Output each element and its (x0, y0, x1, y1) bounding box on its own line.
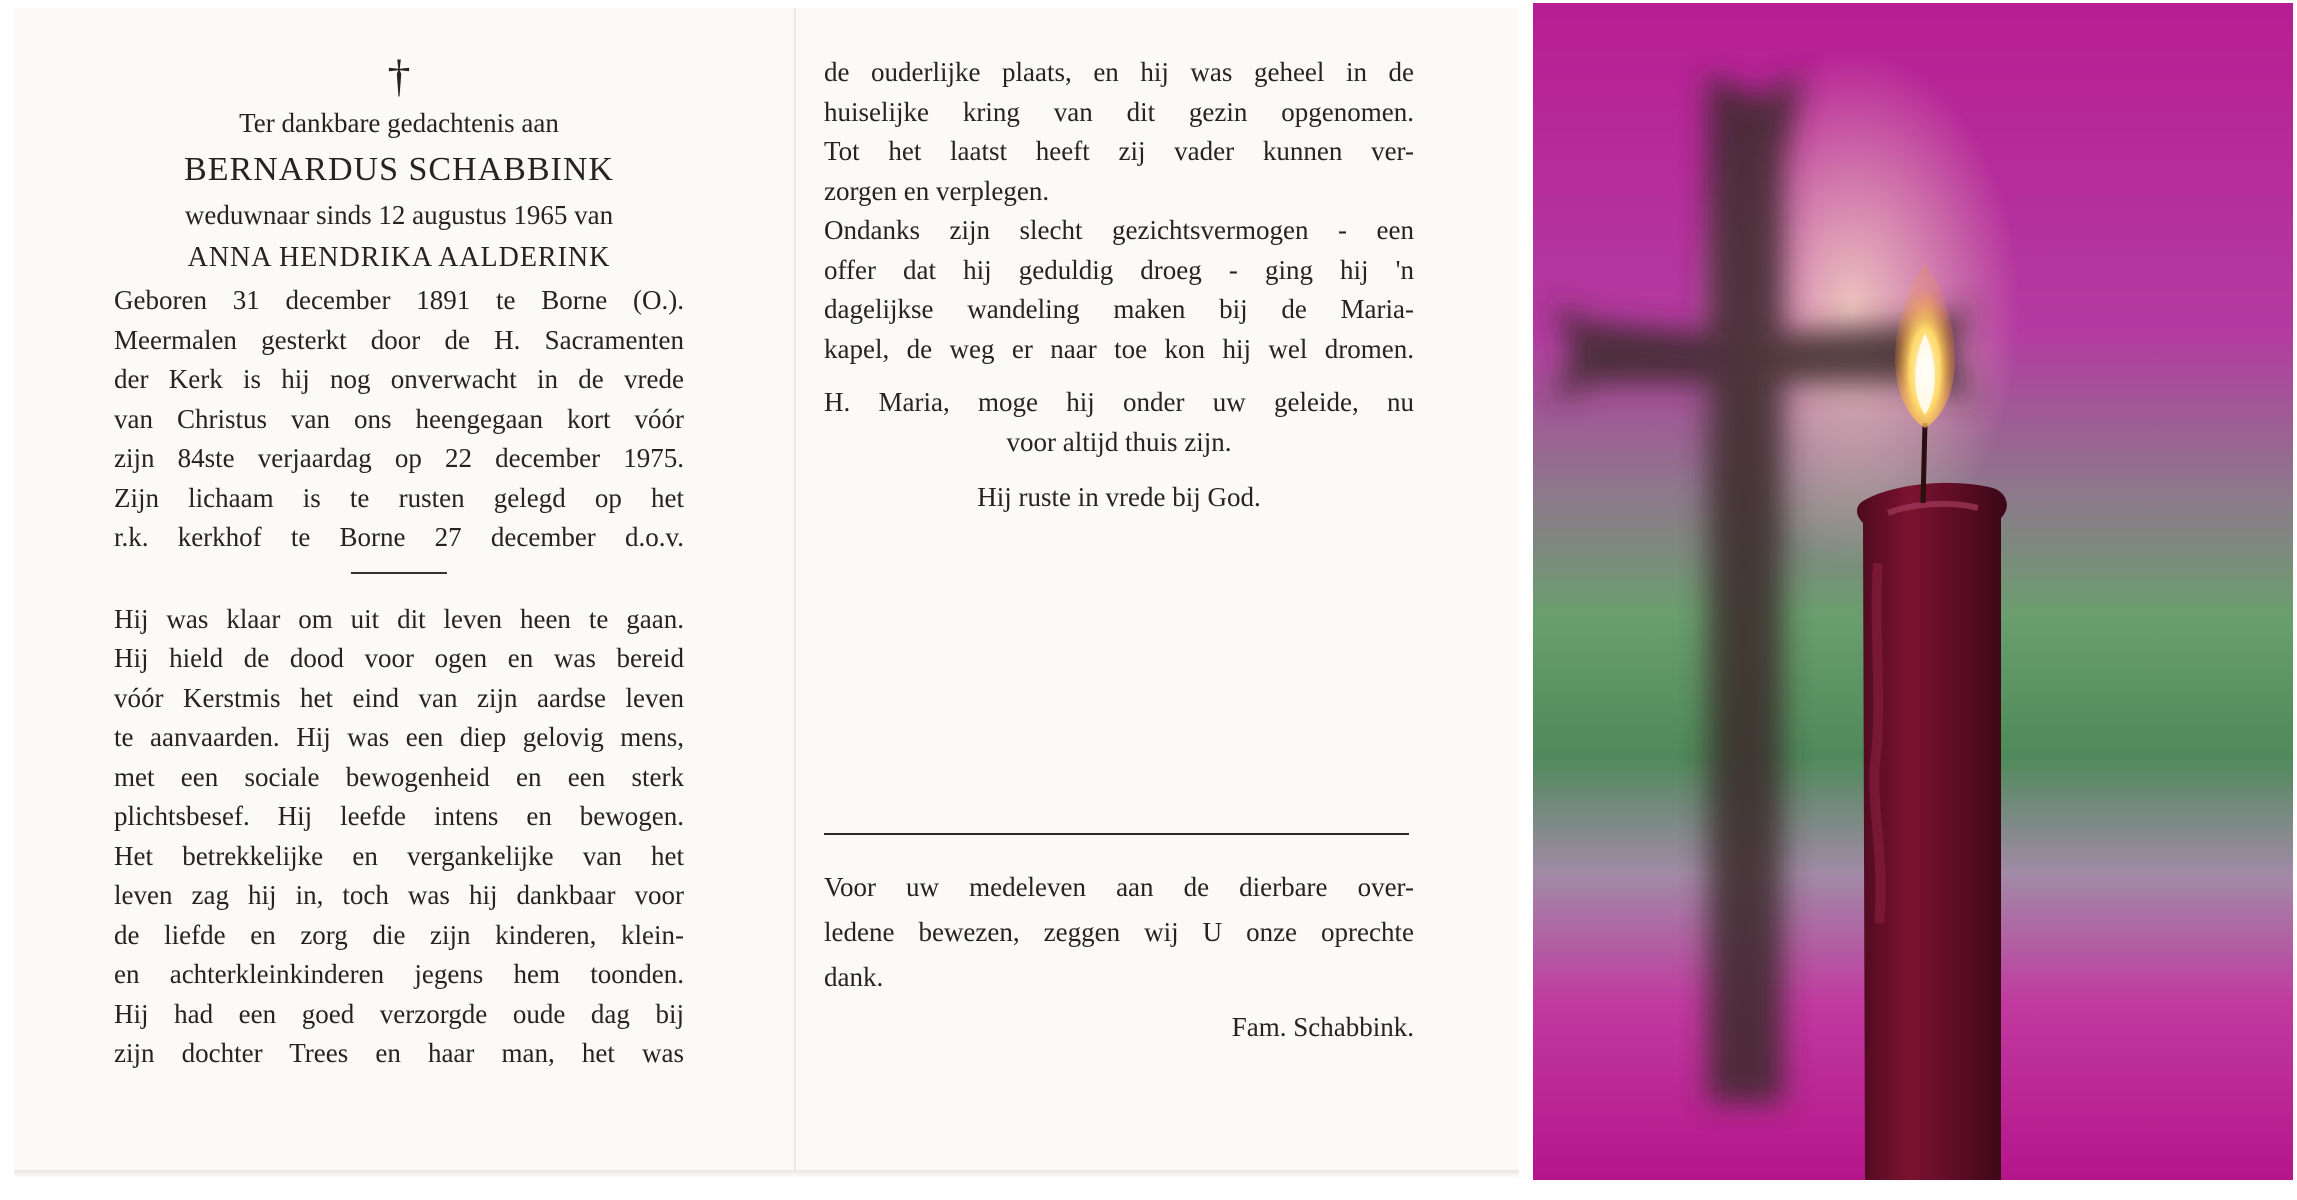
spouse-name: ANNA HENDRIKA AALDERINK (187, 242, 611, 273)
tribute-line: zijn dochter Trees en haar man, het was (114, 1038, 684, 1068)
tribute-line: Hij was klaar om uit dit leven heen te gaan. (114, 603, 684, 634)
bio-line: der Kerk is hij nog onverwacht in de vrede (114, 364, 684, 394)
thanks-text (824, 865, 1414, 1000)
bio-line: zijn 84ste verjaardag op 22 december 1975. (114, 443, 684, 473)
prayer-line: H. Maria, moge hij onder uw geleide, nu (824, 387, 1414, 417)
text-line: dagelijkse wandeling maken bij de Maria- (824, 294, 1414, 324)
bio-line: Zijn lichaam is te rusten gelegd op het (114, 482, 684, 513)
left-panel (114, 48, 684, 1074)
tribute-line: de liefde en zorg die zijn kinderen, klein- (114, 919, 684, 950)
middle-panel (824, 53, 1414, 1050)
tribute-line: te aanvaarden. Hij was een diep gelovig mens, (114, 722, 684, 752)
widower-line: weduwnaar sinds 12 augustus 1965 van (184, 199, 614, 230)
tribute-line: Hij hield de dood voor ogen en was bereid (114, 643, 684, 673)
biography (114, 281, 684, 558)
thanks-line: Voor uw medeleven aan de dierbare over- (824, 871, 1414, 902)
deceased-name: BERNARDUS SCHABBINK (184, 150, 614, 188)
card-fold (794, 8, 796, 1176)
text-line: Ondanks zijn slecht gezichtsvermogen - een (824, 215, 1414, 245)
text-line: de ouderlijke plaats, en hij was geheel in de (824, 57, 1414, 87)
text-line: kapel, de weg er naar toe kon hij wel dromen. (824, 333, 1414, 364)
memorial-card (14, 8, 1519, 1176)
thanks-line: dank. (824, 961, 884, 992)
text-line: zorgen en verplegen. (824, 175, 1050, 206)
tribute-line: plichtsbesef. Hij leefde intens en bewogen. (114, 801, 684, 831)
header-line: Ter dankbare gedachtenis aan (239, 108, 559, 138)
tribute-line: leven zag hij in, toch was hij dankbaar voor (114, 880, 684, 910)
prayer-line: voor altijd thuis zijn. (1006, 426, 1232, 457)
rest-line: Hij ruste in vrede bij God. (977, 482, 1261, 512)
text-line: Tot het laatst heeft zij vader kunnen ver- (824, 136, 1414, 166)
bio-line: r.k. kerkhof te Borne 27 december d.o.v. (114, 522, 684, 552)
tribute-line: vóór Kerstmis het eind van zijn aardse leven (114, 682, 684, 713)
divider (351, 572, 447, 574)
text-line: huiselijke kring van dit gezin opgenomen. (824, 96, 1414, 127)
tribute-line: met een sociale bewogenheid en een sterk (114, 761, 684, 792)
bio-line: Geboren 31 december 1891 te Borne (O.). (114, 285, 684, 315)
candle-and-cross-icon (1533, 3, 2293, 1180)
bio-line: van Christus van ons heengegaan kort vóór (114, 403, 684, 434)
tribute (114, 600, 684, 1074)
tribute-line: Het betrekkelijke en vergankelijke van het (114, 840, 684, 871)
signature: Fam. Schabbink. (1231, 1011, 1414, 1042)
card-shadow (14, 1170, 1519, 1178)
cross-symbol: † (387, 50, 411, 101)
tribute-line: Hij had een goed verzorgde oude dag bij (114, 998, 684, 1029)
bio-line: Meermalen gesterkt door de H. Sacramenten (114, 324, 684, 355)
text-line: offer dat hij geduldig droeg - ging hij 'n (824, 254, 1414, 285)
tribute-line: en achterkleinkinderen jegens hem toonden. (114, 959, 684, 989)
continuation-text (824, 53, 1414, 369)
thanks-line: ledene bewezen, zeggen wij U onze oprechte (824, 916, 1414, 947)
